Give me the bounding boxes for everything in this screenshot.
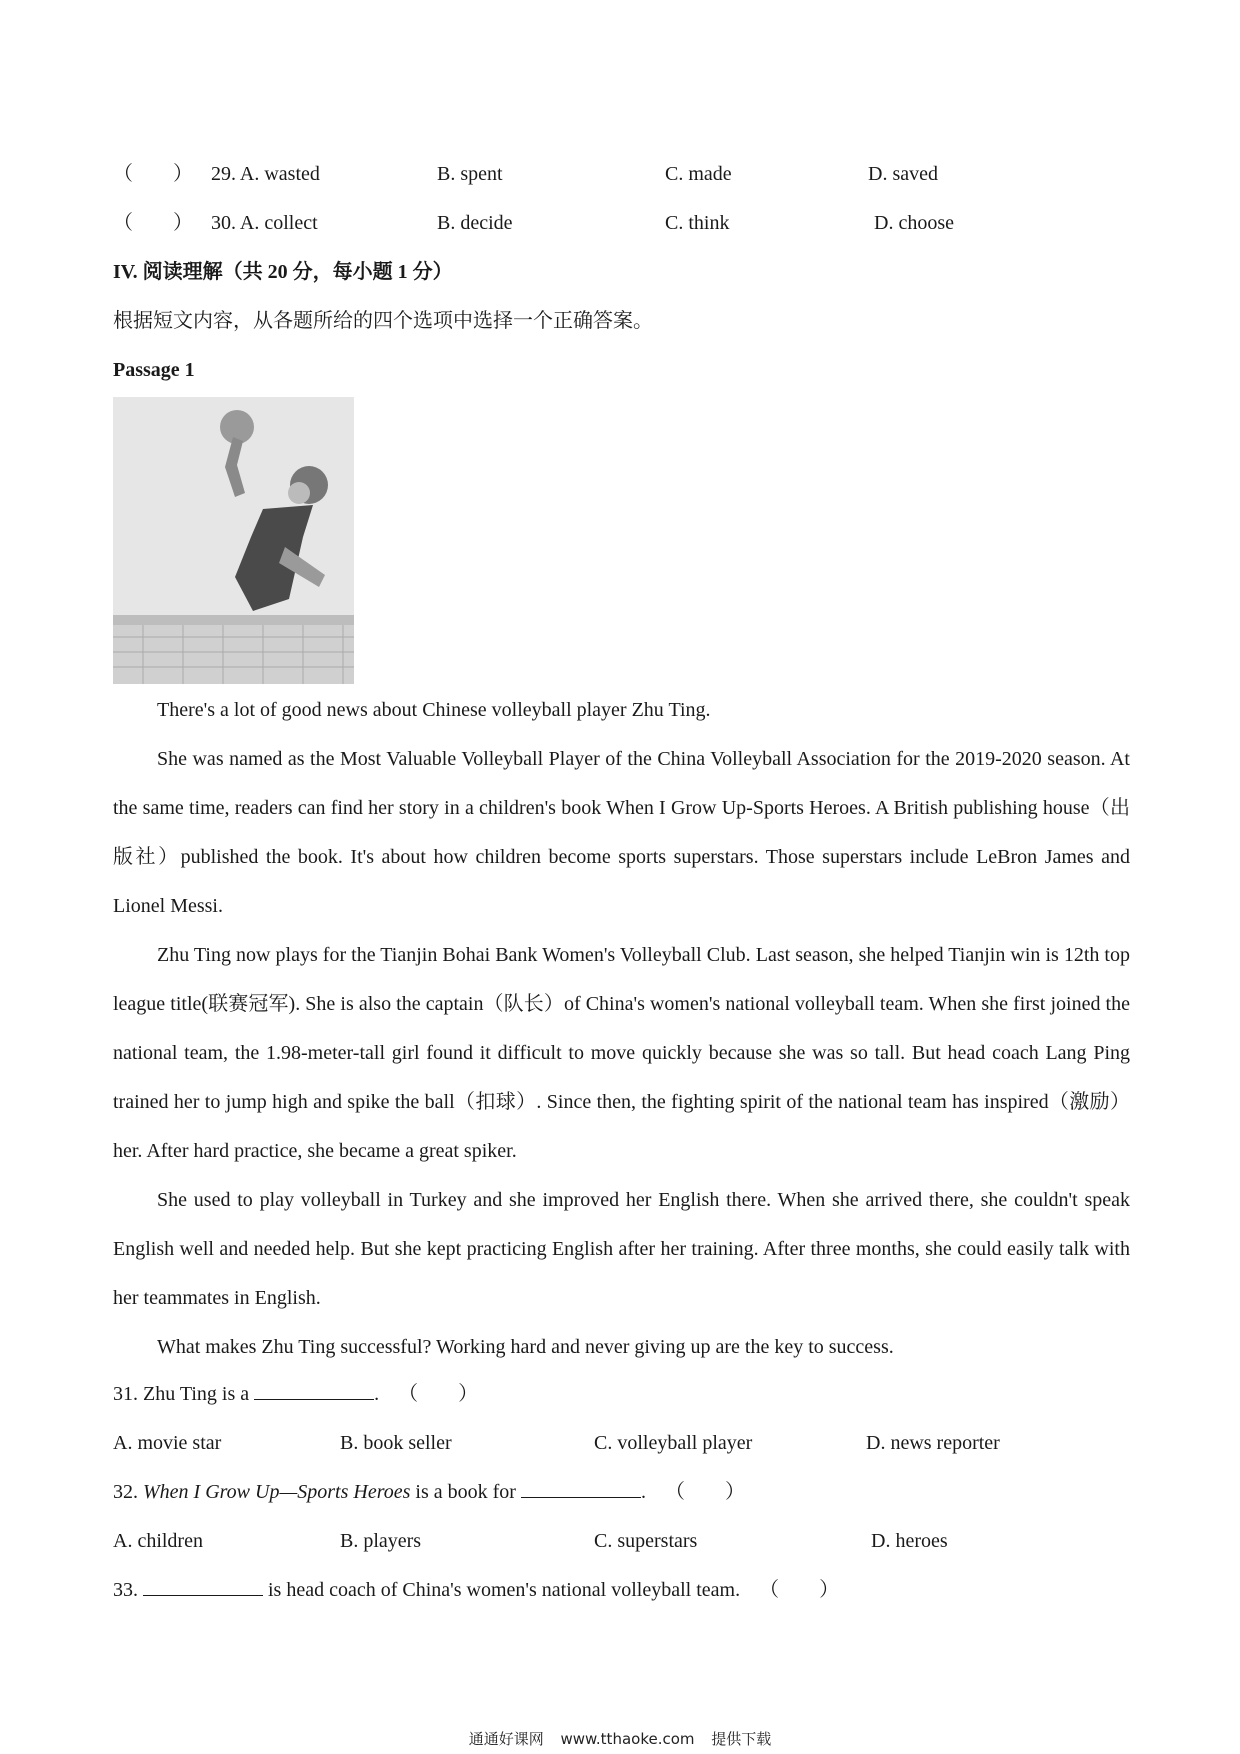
- q30-option-d: D. choose: [874, 212, 954, 234]
- q29-option-d: D. saved: [868, 163, 938, 185]
- q31-option-a: A. movie star: [113, 1432, 222, 1454]
- q32-book-title: When I Grow Up—Sports Heroes: [143, 1481, 411, 1503]
- passage-body: [113, 686, 1130, 1372]
- q29-answer-paren: （ ）: [113, 163, 193, 185]
- q31-option-b: B. book seller: [340, 1432, 452, 1454]
- volleyball-player-illustration: [113, 397, 354, 684]
- q29-option-b: B. spent: [437, 163, 503, 185]
- q32-option-a: A. children: [113, 1530, 203, 1552]
- page-footer: [0, 1728, 1240, 1749]
- q29-option-c: C. made: [665, 163, 732, 185]
- q31-stem-text: 31. Zhu Ting is a: [113, 1383, 250, 1405]
- passage-paragraph-4: She used to play volleyball in Turkey and she improved her English there. When she arrived there, she couldn't speak English well and needed help. But she kept practicing English after her training. After three months, she could easily talk with her teammates in English.: [113, 1189, 1130, 1309]
- q32-stem: [113, 1478, 745, 1506]
- passage-paragraph-2: She was named as the Most Valuable Volleyball Player of the China Volleyball Association for the 2019-2020 season. At the same time, readers can find her story in a children's book When I Grow Up-Sports Heroes. A British publishing house（出版社）published the book. It's about how children become sports superstars. Those superstars include LeBron James and Lionel Messi.: [113, 748, 1130, 917]
- q32-option-d: D. heroes: [871, 1530, 948, 1552]
- q33-stem-text: is head coach of China's women's national volleyball team.: [268, 1579, 741, 1601]
- q31-answer-paren: （ ）: [398, 1383, 479, 1405]
- passage-paragraph-1: There's a lot of good news about Chinese volleyball player Zhu Ting.: [157, 699, 711, 721]
- volleyball-player-photo: [113, 397, 354, 684]
- q32-answer-blank[interactable]: [521, 1479, 641, 1498]
- section-instruction: 根据短文内容，从各题所给的四个选项中选择一个正确答案。: [113, 310, 653, 332]
- q29-option-a: 29. A. wasted: [211, 163, 320, 185]
- footer-site-name: 通通好课网: [468, 1730, 544, 1748]
- q32-option-b: B. players: [340, 1530, 422, 1552]
- q30-option-b: B. decide: [437, 212, 513, 234]
- q33-stem: [113, 1576, 839, 1604]
- q31-option-c: C. volleyball player: [594, 1432, 753, 1454]
- passage-paragraph-5: What makes Zhu Ting successful? Working hard and never giving up are the key to success.: [157, 1336, 894, 1358]
- q32-stem-end: .: [640, 1481, 646, 1503]
- footer-note: 提供下载: [711, 1730, 772, 1748]
- q33-stem-number: 33.: [113, 1579, 138, 1601]
- q32-option-c: C. superstars: [594, 1530, 698, 1552]
- section-heading: IV. 阅读理解（共 20 分，每小题 1 分）: [113, 261, 453, 283]
- passage-title: Passage 1: [113, 359, 195, 381]
- q31-stem-end: .: [374, 1383, 380, 1405]
- q31-option-d: D. news reporter: [866, 1432, 1000, 1454]
- q32-stem-text: is a book for: [415, 1481, 516, 1503]
- q31-stem: [113, 1380, 478, 1408]
- q32-answer-paren: （ ）: [664, 1481, 745, 1503]
- q30-answer-paren: （ ）: [113, 212, 193, 234]
- footer-url[interactable]: www.tthaoke.com: [560, 1730, 695, 1748]
- passage-paragraph-3: Zhu Ting now plays for the Tianjin Bohai Bank Women's Volleyball Club. Last season, she helped Tianjin win is 12th top league title(联赛冠军). She is also the captain（队长）of China's women's national volleyball team. When she first joined the national team, the 1.98-meter-tall girl found it difficult to move quickly because she was so tall. But head coach Lang Ping trained her to jump high and spike the ball（扣球）. Since then, the fighting spirit of the national team has inspired（激励）her. After hard practice, she became a great spiker.: [113, 944, 1130, 1162]
- q32-stem-number: 32.: [113, 1481, 138, 1503]
- q30-option-a: 30. A. collect: [211, 212, 318, 234]
- q33-answer-blank[interactable]: [143, 1577, 263, 1596]
- q31-answer-blank[interactable]: [254, 1381, 374, 1400]
- q30-option-c: C. think: [665, 212, 730, 234]
- q33-answer-paren: （ ）: [759, 1579, 840, 1601]
